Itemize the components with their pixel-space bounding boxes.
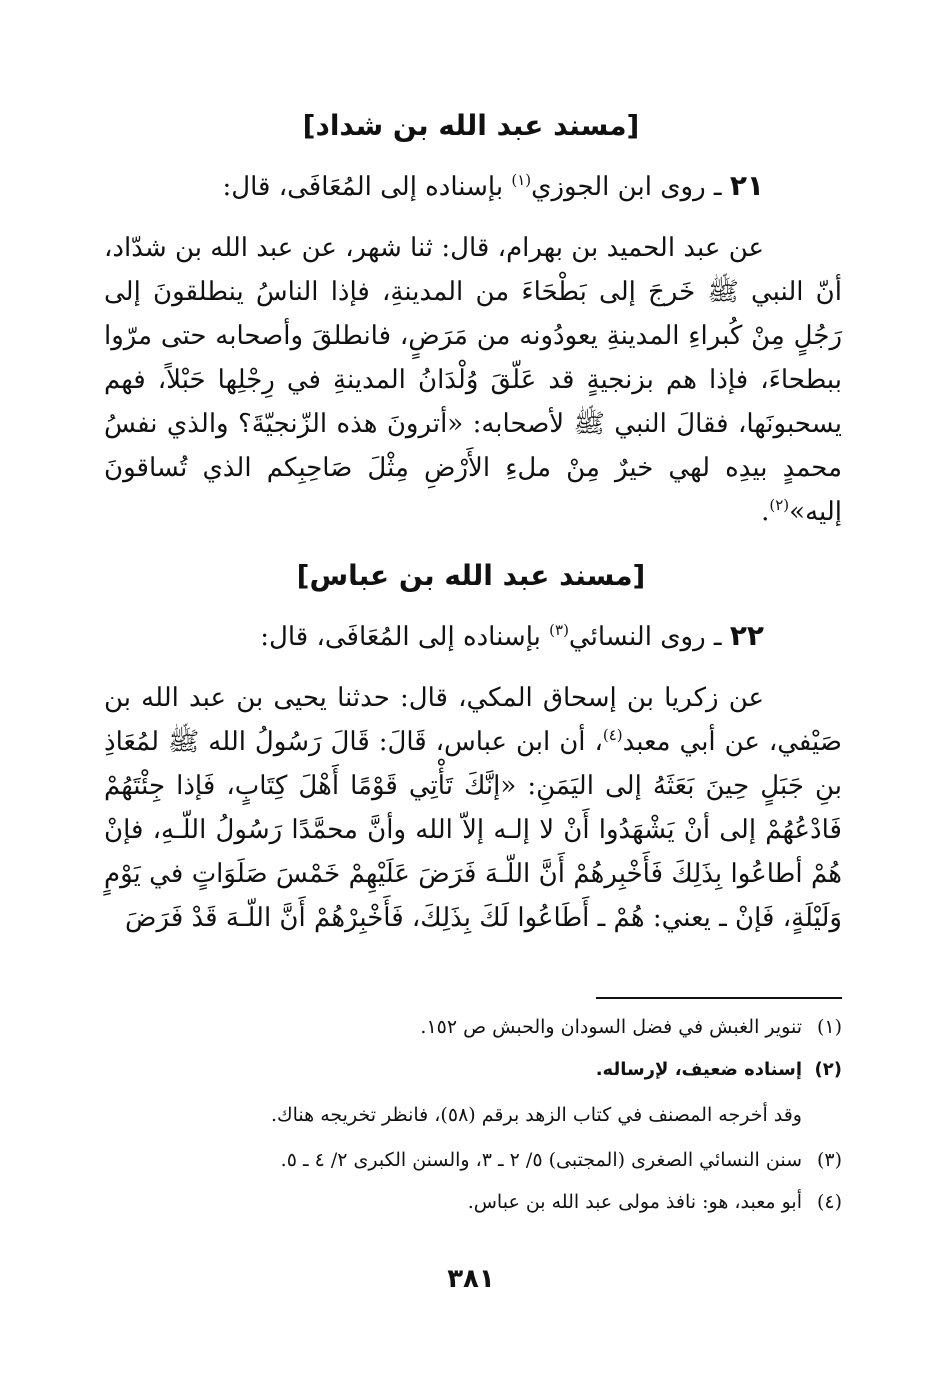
footnote-2 [100,1055,842,1085]
footnote-ref[interactable]: (٤) [602,726,623,744]
footnote-number: (٣) [816,1149,842,1171]
footnote-number: (١) [816,1016,842,1038]
section-heading-ibn-shaddad: [مسند عبد الله بن شداد] [302,109,640,142]
hadith-intro-rest: بإسناده إلى المُعَافَى، قال: [222,172,512,202]
footnote-number: (٤) [816,1191,842,1213]
hadith-intro-rest: بإسناده إلى المُعَافَى، قال: [260,622,550,652]
hadith-intro-text: ـ روى النسائي [568,622,722,652]
footnote-text: تنوير الغبش في فضل السودان والحبش ص ١٥٢. [420,1016,802,1038]
footnote-1 [100,1012,842,1042]
footnote-3 [100,1145,842,1175]
section-heading-ibn-abbas: [مسند عبد الله بن عباس] [296,559,646,592]
hadith-intro-22 [100,616,764,657]
footnote-4 [100,1187,842,1217]
hadith-body-text-part2: ، أن ابن عباس، قَالَ: قَالَ رَسُولُ الله ﷺ لمُعَاذِ بنِ جَبَلٍ حِينَ بَعَثَهُ إلى اليَمَنِ: «إنَّكَ تَأْتِي قَوْمًا أَهْلَ كِتَابٍ، فَإذا جِئْتَهُمْ فَادْعُهُمْ إلى أنْ يَشْهَدُوا أَنْ لا إلـه إلاّ الله وأنَّ محمَّدًا رَسُولُ اللّـهِ، فإنْ هُمْ أطاعُوا بِذَلِكَ فَأَخْبِرهُمْ أَنَّ اللّـهَ فَرَضَ عَلَيْهِمْ خَمْسَ صَلَوَاتٍ في يَوْمٍ وَلَيْلَةٍ، فَإنْ ـ يعني: هُمْ ـ أَطَاعُوا لَكَ بِذَلِكَ، فَأَخْبِرْهُمْ أَنَّ اللّـهَ قَدْ فَرَضَ [104,727,842,933]
footnote-text: أبو معبد، هو: نافذ مولى عبد الله بن عباس. [467,1191,802,1213]
hadith-number: ٢١ [729,169,764,202]
hadith-intro-21 [100,166,764,207]
hadith-body-21 [104,226,842,534]
footnote-2-continuation [100,1100,802,1130]
footnote-number: (٢) [814,1059,842,1080]
hadith-body-text-part1: عن زكريا بن إسحاق المكي، قال: حدثنا يحيى بن عبد الله بن صَيْفي، عن أبي معبد [104,683,842,757]
footnote-text: وقد أخرجه المصنف في كتاب الزهد برقم (٥٨)، فانظر تخريجه هناك. [270,1104,802,1126]
footnote-text: إسناده ضعيف، لإرساله. [595,1059,802,1080]
footnote-ref[interactable]: (١) [511,171,532,189]
footnote-ref[interactable]: (٣) [549,621,569,639]
footnote-text: سنن النسائي الصغرى (المجتبى) ٥/ ٢ ـ ٣، والسنن الكبرى ٢/ ٤ ـ ٥. [280,1149,802,1171]
page-number: ٣٨١ [447,1264,495,1294]
hadith-body-22 [104,676,842,940]
hadith-intro-text: ـ روى ابن الجوزي [531,172,722,202]
hadith-number: ٢٢ [729,619,764,652]
hadith-body-text: عن عبد الحميد بن بهرام، قال: ثنا شهر، عن عبد الله بن شدّاد، أنّ النبي ﷺ خَرجَ إلى بَطْحَاءَ من المدينةِ، فإذا الناسُ ينطلقونَ إلى رَجُلٍ مِنْ كُبراءِ المدينةِ يعودُونه من مَرَضٍ، فانطلقَ وأصحابه حتى مرّوا ببطحاءَ، فإذا هم بزنجيةٍ قد عَلّقَ وُلْدَانُ المدينةِ في رِجْلِها حَبْلاً، فهم يسحبونَها، فقالَ النبي ﷺ لأصحابه: «أترونَ هذه الزّنجيّةَ؟ والذي نفسُ محمدٍ بيدِه لهي خيرٌ مِنْ ملءِ الأَرْضِ مِثْلَ صَاحِبِكم الذي تُساقونَ إليه» [104,233,842,527]
footnote-ref[interactable]: (٢) [769,496,790,514]
footnote-separator [596,997,842,999]
hadith-body-end: . [761,497,770,527]
